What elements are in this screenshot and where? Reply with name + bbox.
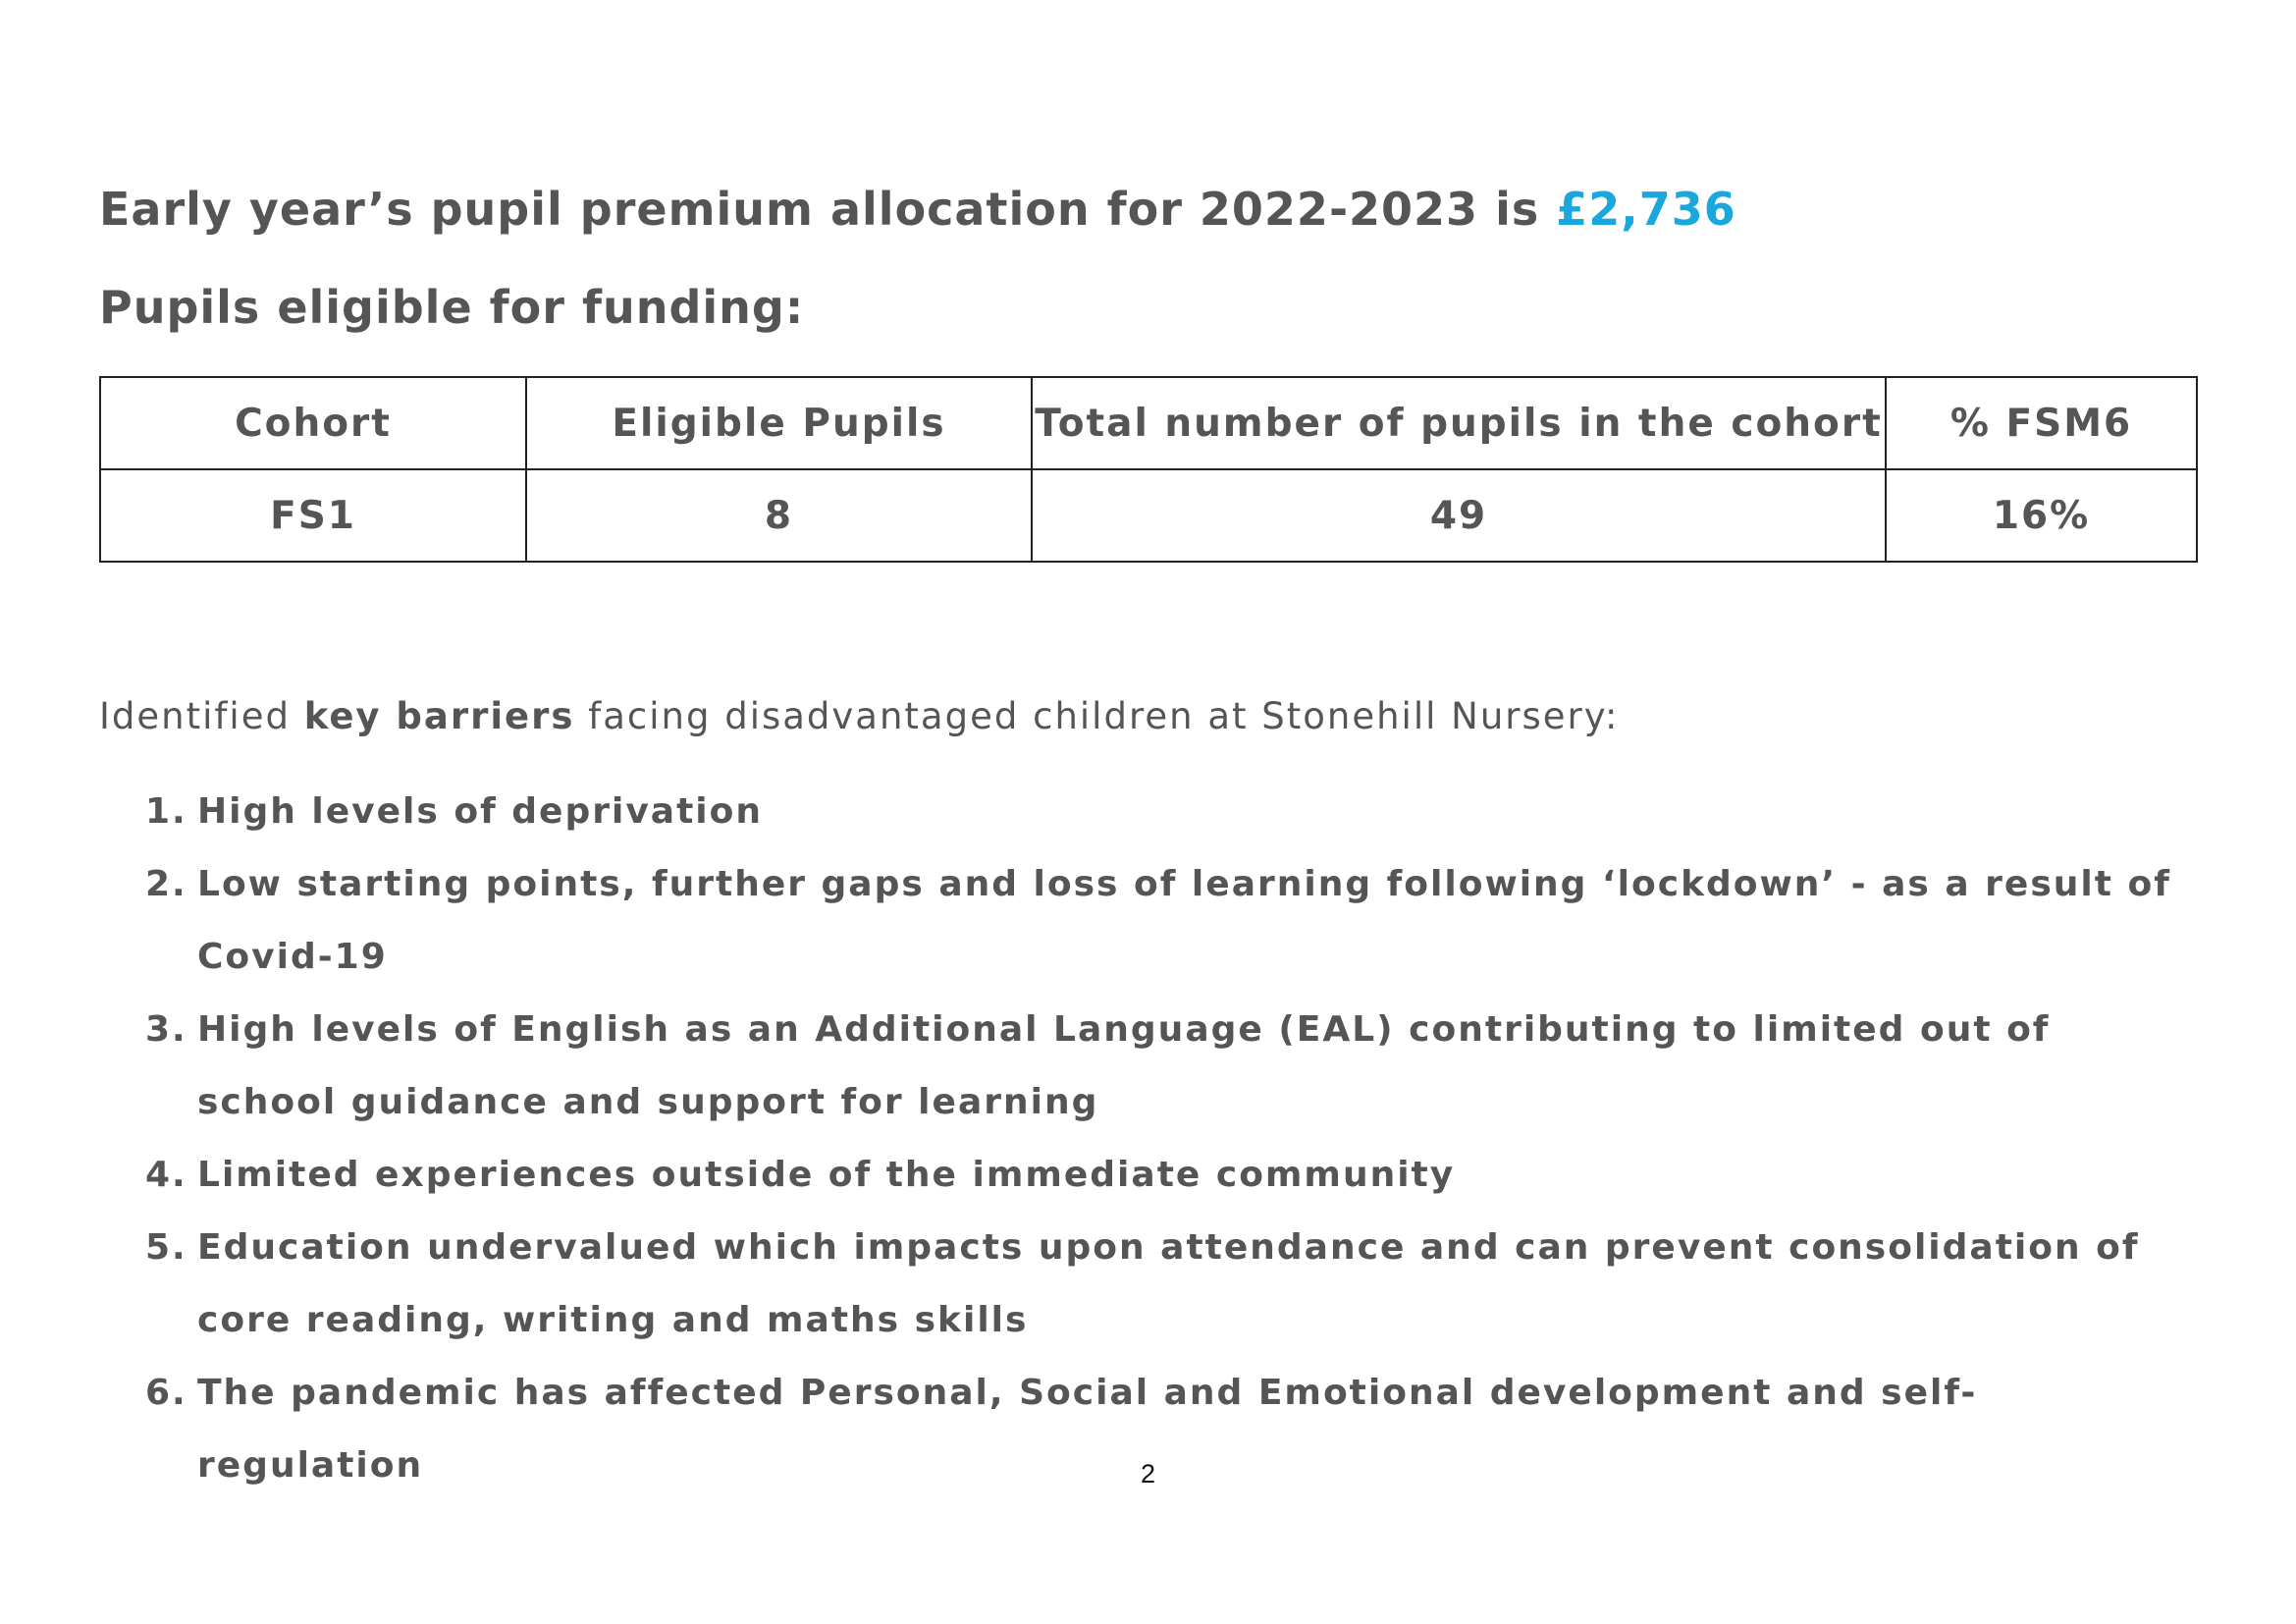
page-number: 2 <box>1140 1459 1156 1489</box>
header-fsm6: % FSM6 <box>1886 377 2197 469</box>
barriers-intro-suffix: facing disadvantaged children at Stonehill Nursery: <box>574 695 1620 737</box>
barriers-intro-prefix: Identified <box>99 695 304 737</box>
allocation-amount: £2,736 <box>1556 183 1736 236</box>
list-item-number: 5. <box>145 1227 187 1268</box>
list-item-text: Education undervalued which impacts upon attendance and can prevent consolidation of core reading, writing and maths skills <box>197 1227 2140 1340</box>
barriers-list <box>145 776 2197 1502</box>
list-item-number: 1. <box>145 791 187 832</box>
list-item-text: Low starting points, further gaps and loss of learning following ‘lockdown’ - as a result of Covid-19 <box>197 864 2171 977</box>
table-row <box>100 469 2197 562</box>
cell-cohort: FS1 <box>100 469 526 562</box>
barriers-intro <box>99 695 1619 737</box>
allocation-heading-text: Early year’s pupil premium allocation for 2022-2023 is <box>99 183 1557 236</box>
list-item <box>145 1212 2197 1357</box>
list-item <box>145 1139 2197 1212</box>
barriers-intro-bold: key barriers <box>303 695 575 737</box>
cell-total-pupils: 49 <box>1032 469 1886 562</box>
header-cohort: Cohort <box>100 377 526 469</box>
header-total-pupils: Total number of pupils in the cohort <box>1032 377 1886 469</box>
list-item-text: High levels of English as an Additional Language (EAL) contributing to limited out of school guidance and support for learning <box>197 1009 2051 1122</box>
list-item <box>145 994 2197 1139</box>
list-item-text: Limited experiences outside of the immediate community <box>197 1155 1456 1195</box>
eligibility-table <box>99 376 2198 563</box>
list-item-number: 4. <box>145 1155 187 1195</box>
cell-fsm6: 16% <box>1886 469 2197 562</box>
table-header-row <box>100 377 2197 469</box>
list-item-text: The pandemic has affected Personal, Social and Emotional development and self-regulation <box>197 1373 1978 1486</box>
eligible-heading: Pupils eligible for funding: <box>99 281 805 334</box>
list-item-number: 3. <box>145 1009 187 1050</box>
cell-eligible-pupils: 8 <box>526 469 1032 562</box>
list-item <box>145 848 2197 994</box>
list-item <box>145 776 2197 848</box>
list-item-text: High levels of deprivation <box>197 791 763 832</box>
header-eligible-pupils: Eligible Pupils <box>526 377 1032 469</box>
list-item-number: 6. <box>145 1373 187 1413</box>
allocation-heading <box>99 183 1736 236</box>
list-item-number: 2. <box>145 864 187 904</box>
